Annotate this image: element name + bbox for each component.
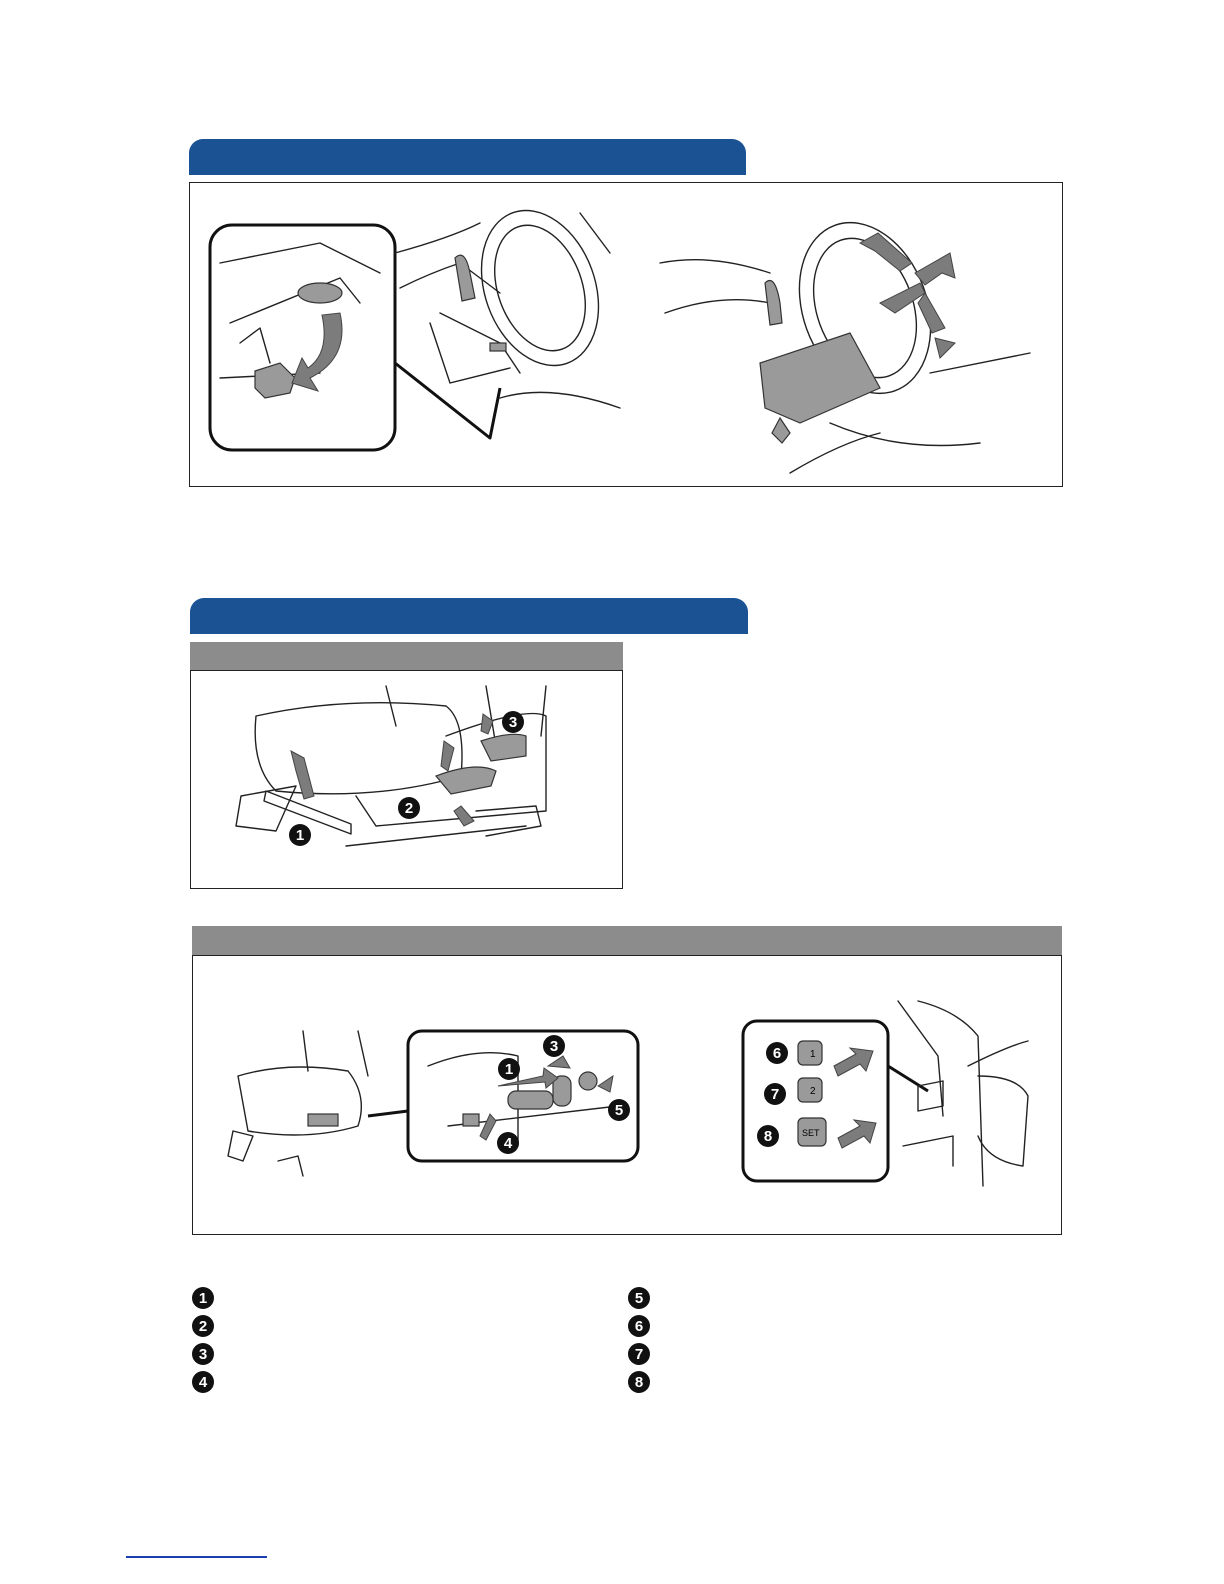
legend-number: 3	[192, 1343, 214, 1365]
callout-7: 7	[764, 1083, 786, 1105]
legend-item-6	[628, 1315, 660, 1337]
legend-number: 2	[192, 1315, 214, 1337]
power-seat-frame	[192, 955, 1062, 1235]
memory-button-1-label: 1	[810, 1049, 816, 1060]
legend-number: 7	[628, 1343, 650, 1365]
steering-wheel	[461, 194, 619, 382]
power-seat-illustration	[218, 1026, 658, 1186]
lever-arrow-icon	[291, 751, 314, 799]
section-tab-steering	[189, 139, 746, 175]
legend-number: 4	[192, 1371, 214, 1393]
legend-item-4	[192, 1371, 224, 1393]
manual-seat-frame	[190, 670, 623, 889]
lever-icon	[255, 363, 295, 398]
steering-illustration-frame	[189, 182, 1063, 487]
callout-4: 4	[497, 1132, 519, 1154]
memory-button-2-label: 2	[810, 1086, 816, 1097]
legend-number: 8	[628, 1371, 650, 1393]
seat-cushion	[255, 703, 462, 794]
callout-3: 3	[502, 711, 524, 733]
steering-adjust-illustration	[650, 193, 1050, 483]
callout-8: 8	[757, 1125, 779, 1147]
lever-arrow-icon	[292, 313, 342, 391]
steering-column	[760, 333, 880, 423]
legend-item-5	[628, 1287, 660, 1309]
legend-item-3	[192, 1343, 224, 1365]
legend-item-8	[628, 1371, 660, 1393]
manual-seat-header	[190, 642, 623, 670]
memory-button-set-label: SET	[802, 1128, 820, 1138]
legend-item-1	[192, 1287, 224, 1309]
legend-number: 5	[628, 1287, 650, 1309]
legend-item-7	[628, 1343, 660, 1365]
callout-5: 5	[608, 1099, 630, 1121]
steering-lever-illustration	[200, 193, 630, 483]
callout-6: 6	[766, 1042, 788, 1064]
legend-number: 1	[192, 1287, 214, 1309]
callout-1: 1	[498, 1058, 520, 1080]
manual-seat-illustration	[196, 676, 616, 881]
legend-number: 6	[628, 1315, 650, 1337]
power-seat-header	[192, 926, 1062, 955]
callout-2: 2	[398, 797, 420, 819]
callout-3: 3	[543, 1035, 565, 1057]
section-tab-seats	[190, 598, 748, 634]
footer-link-underline[interactable]	[126, 1556, 267, 1558]
legend-item-2	[192, 1315, 224, 1337]
callout-1: 1	[289, 824, 311, 846]
